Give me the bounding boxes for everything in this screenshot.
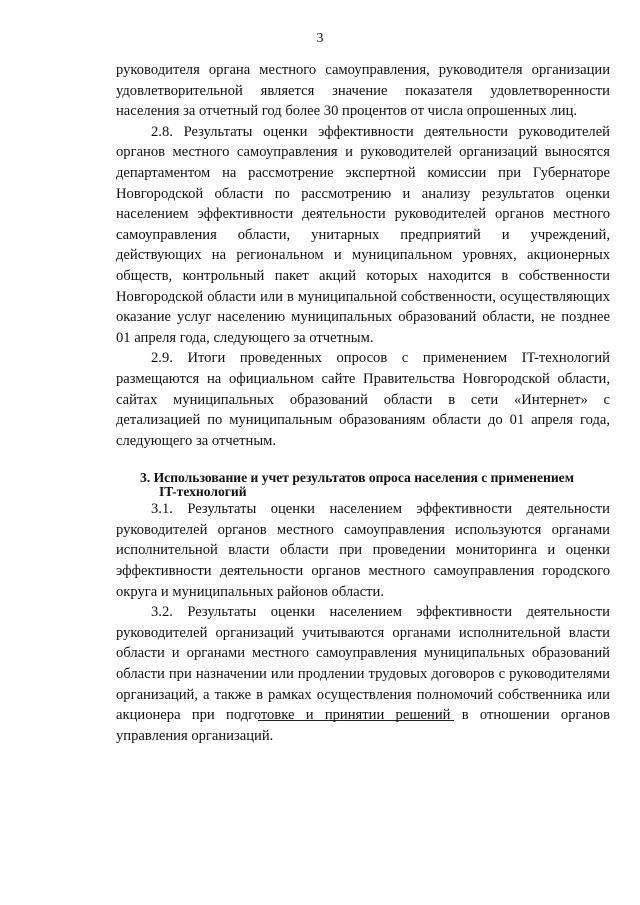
paragraph-2-9: 2.9. Итоги проведенных опросов с применением IT-технологий размещаются на официальном сайте Правительства Новгородской области, сайтах муниципальных образований области в сети «Интернет» с детализацией по муниципальным образованиям области до 01 апреля года, следующего за отчетным. (116, 350, 610, 449)
section-heading-line-1: 3. Использование и учет результатов опроса населения с применением (140, 470, 574, 486)
paragraph-2-8: 2.8. Результаты оценки эффективности деятельности руководителей органов местного самоуправления и руководителей организаций выносятся департаментом на рассмотрение экспертной комиссии при Губернаторе Новгородской области по рассмотрению и анализу результатов оценки населением эффективности деятельности руководителей органов местного самоуправления области, унитарных предприятий и учреждений, действующих на региональном и муниципальном уровнях, акционерных обществ, контрольный пакет акций которых находится в собственности Новгородской области или в муниципальной собственности, осуществляющих оказание услуг населению муниципальных образований области, не позднее 01 апреля года, следующего за отчетным. (116, 123, 610, 346)
paragraph-3-1: 3.1. Результаты оценки населением эффективности деятельности руководителей органов местного самоуправления используются органами исполнительной власти области при проведении мониторинга и оценки эффективности деятельности органов местного самоуправления городского округа и муниципальных районов области. (116, 501, 610, 600)
section-heading-line-2: IT-технологий (159, 484, 247, 500)
document-body (116, 60, 610, 746)
paragraph-3-2: 3.2. Результаты оценки населением эффективности деятельности руководителей организаций учитываются органами исполнительной власти области и органами местного самоуправления муниципальных образований области при назначении или продлении трудовых договоров с руководителями организаций, а также в рамках осуществления полномочий собственника или акционера при подготовке и принятии решений в отношении органов управления организаций. (116, 604, 610, 744)
page-number: 3 (316, 31, 324, 46)
end-of-document-rule (258, 720, 454, 721)
paragraph-continuation: руководителя органа местного самоуправления, руководителя организации удовлетворительной является значение показателя удовлетворенности населения за отчетный год более 30 процентов от числа опрошенных лиц. (116, 62, 610, 120)
section-heading (116, 471, 610, 499)
